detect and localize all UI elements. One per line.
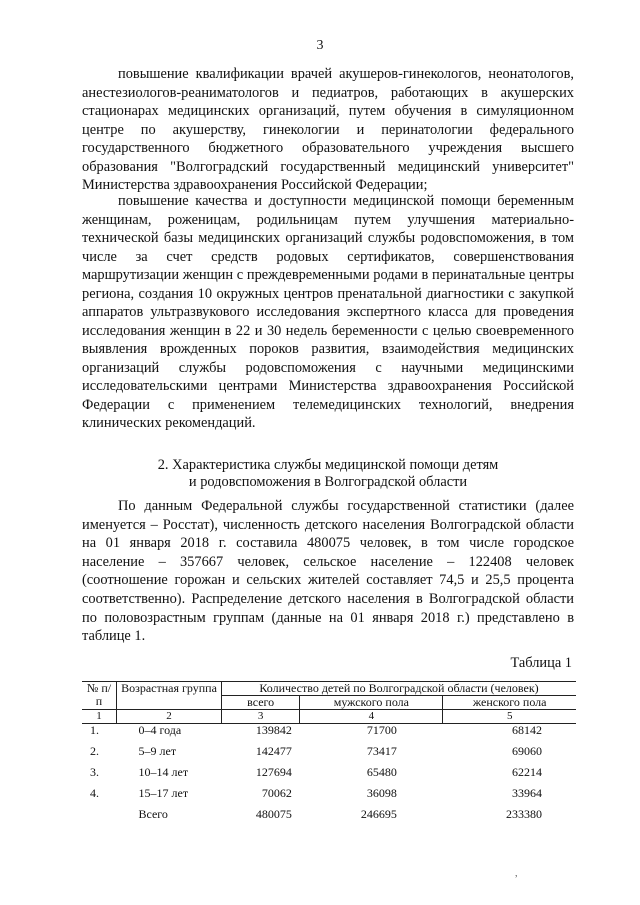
table-row <box>82 724 576 746</box>
row-female: 233380 <box>506 807 542 821</box>
row-total: 70062 <box>261 786 292 800</box>
row-age-group: 15–17 лет <box>138 786 189 800</box>
page-number: 3 <box>316 38 324 53</box>
row-number <box>82 808 117 829</box>
column-index: 4 <box>300 710 443 724</box>
row-female: 69060 <box>512 744 542 758</box>
header-male: мужского пола <box>300 696 443 710</box>
row-total: 142477 <box>255 744 292 758</box>
row-female: 33964 <box>512 786 542 800</box>
header-number: № п/п <box>82 682 117 710</box>
row-male: 71700 <box>366 723 397 737</box>
table-row <box>82 766 576 787</box>
population-table <box>82 681 576 829</box>
row-total: 127694 <box>255 765 292 779</box>
row-male: 65480 <box>366 765 397 779</box>
header-total: всего <box>222 696 300 710</box>
row-female: 68142 <box>512 723 542 737</box>
header-count-group: Количество детей по Волгоградской области (человек) <box>222 682 577 696</box>
column-index: 2 <box>117 710 222 724</box>
row-age-group: 5–9 лет <box>138 744 177 758</box>
table-row-total <box>82 808 576 829</box>
row-total: 139842 <box>255 723 292 737</box>
row-male: 246695 <box>360 807 397 821</box>
section-heading-line-2: и родовспоможения в Волгоградской области <box>188 474 468 490</box>
paragraph-quality-care: повышение качества и доступности медицинской помощи беременным женщинам, роженицам, родильницам путем улучшения материально-технической базы медицинских организаций службы родовспоможения, в том числе за счет средств родовых сертификатов, совершенствования маршрутизации женщин с преждевременными родами в перинатальные центры региона, создания 10 окружных центров пренатальной диагностики с закупкой аппаратов ультразвукового исследования экспертного класса для проведения исследования женщин в 22 и 30 недель беременности с целью своевременного выявления врожденных пороков развития, взаимодействия медицинских организаций службы родовспоможения с научными медицинскими исследовательскими центрами Министерства здравоохранения Российской Федерации с применением телемедицинских технологий, внедрения клинических рекомендаций. <box>82 193 574 431</box>
row-number: 3. <box>90 765 99 779</box>
header-female: женского пола <box>472 695 547 709</box>
section-heading-line-1: 2. Характеристика службы медицинской помощи детям <box>157 457 499 473</box>
section-heading <box>82 457 574 491</box>
row-male: 36098 <box>366 786 397 800</box>
table-row <box>82 745 576 766</box>
row-number: 1. <box>90 723 99 737</box>
footer-mark: , <box>515 868 518 879</box>
column-index: 1 <box>82 710 117 724</box>
table-caption: Таблица 1 <box>510 655 572 671</box>
column-index: 3 <box>222 710 300 724</box>
paragraph-qualification: повышение квалификации врачей акушеров-гинекологов, неонатологов, анестезиологов-реаниматологов и педиатров, работающих в акушерских стационарах медицинских организаций, путем обучения в симуляционном центре по акушерству, гинекологии и перинатологии федерального государственного бюджетного образовательного учреждения высшего образования "Волгоградский государственный медицинский университет" Министерства здравоохранения Российской Федерации; <box>82 66 574 193</box>
row-male: 73417 <box>366 744 397 758</box>
column-index: 5 <box>443 710 576 724</box>
row-age-group: 10–14 лет <box>138 765 189 779</box>
row-age-group: Всего <box>138 807 168 821</box>
row-total: 480075 <box>255 807 292 821</box>
row-number: 2. <box>90 744 99 758</box>
row-female: 62214 <box>512 765 542 779</box>
row-number: 4. <box>90 786 99 800</box>
header-age-group: Возрастная группа <box>117 682 222 710</box>
paragraph-rosstat: По данным Федеральной службы государственной статистики (далее именуется – Росстат), численность детского населения Волгоградской области на 01 января 2018 г. составила 480075 человек, в том числе городское население – 357667 человек, сельское население – 122408 человек (соотношение горожан и сельских жителей составляет 74,5 и 25,5 процента соответственно). Распределение детского населения в Волгоградской области по половозрастным группам (данные на 01 января 2018 г.) представлено в таблице 1. <box>82 498 574 645</box>
table-row <box>82 787 576 808</box>
row-age-group: 0–4 года <box>138 723 182 737</box>
